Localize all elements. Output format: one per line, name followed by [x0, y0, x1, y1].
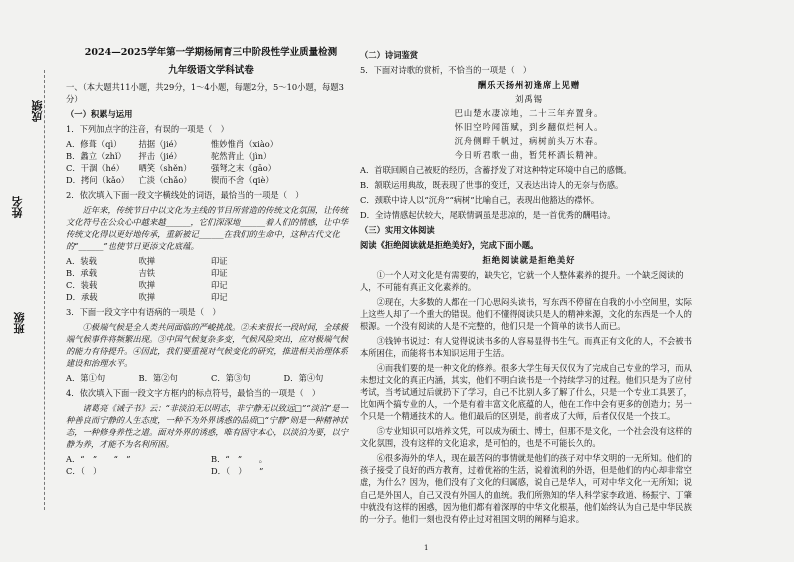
instructions: 一、（本大题共11小题，共29分，1～4小题，每题2分，5～10小题，每题3分）	[66, 81, 344, 104]
class-label: 班级	[13, 312, 26, 334]
exam-subtitle: 九年级语文学科试卷	[168, 64, 254, 76]
q1-option	[284, 150, 357, 162]
q1-option: A．修葺（qì）	[66, 138, 122, 149]
q4-option: A．“ ” “ ”	[66, 453, 131, 464]
section-3-heading: （三）实用文体阅读	[360, 225, 435, 236]
q4-option: D．（ ） ”	[211, 465, 264, 476]
question-1-options	[66, 138, 356, 186]
poem-title: 酬乐天扬州初逢席上见赠	[477, 80, 581, 91]
question-5: 5．下面对诗歌的赏析，不恰当的一项是（ ）	[360, 65, 532, 76]
poem-line: 沉舟侧畔千帆过，病树前头万木春。	[454, 136, 604, 147]
article-title: 拒绝阅读就是拒绝美好	[482, 255, 576, 266]
q4-option: B．“ ” 。	[211, 453, 268, 464]
q3-option: C．第③句	[211, 372, 251, 383]
score-label: 成绩	[31, 100, 44, 122]
seal-line	[44, 70, 45, 510]
q1-option	[284, 162, 357, 174]
article-paragraph: ④而我们要的是一种文化的修养。很多大学生每天仅仅为了完成自己专业的学习，而从未想过文化的真正内涵，其实，他们不明白读书是一个持续学习的过程。他们只是为了应付考试，当考试通过后就扔下了学习，自己不比别人多了解了什么，只是一个专业工具罢了，比如两个搞专业的人，一个是有着丰富文化底蕴的人，他在工作中会有更多的创造力；另一个只是一个精通技术的人。他们最后的区别是，前者成了大师，后者仅仅是一个技工。	[360, 363, 692, 422]
q2-option: A．装载	[66, 255, 97, 266]
q1-option: 惟妙惟肖（xiào）	[211, 138, 279, 149]
article-paragraph: ②现在，大多数的人都在一门心思闷头读书，写东西不停留在自我的小小空间里，实际上这些人却了一个重大的错误。他们不懂得阅读只是人的精神来源，文化的东西是一个人的根源。一个没有阅读的人是不完整的，他们只是一个简单的读书人而已。	[360, 297, 692, 332]
q2-option: 吹掸	[138, 291, 156, 302]
q2-option	[284, 255, 357, 267]
q1-option: 拮据（jié）	[138, 138, 182, 149]
q1-option: B．蠡立（zhǐ）	[66, 150, 126, 161]
question-2-options	[66, 255, 356, 303]
article-paragraph: ⑥很多海外的华人，现在最苦闷的事情就是他们的孩子对中华文明的一无所知。他们的孩子接受了良好的西方教育，过着优裕的生活，说着流利的外语，但是他们的内心却非常空虚，为什么？因为，他们没有了文化的归属感，说自己是华人，可对中华文化一无所知；说自己是外国人，自己又没有外国人的血统。我们所熟知的华人科学家李政道、杨振宁、丁肇中就没有这样的困惑，因为他们都有着深厚的中华文化根基，他们始终认为自己是中华民族的一分子。他们一刻也没有停止过对祖国文明的阐释与追求。	[360, 453, 692, 524]
q2-option: 印记	[211, 291, 228, 302]
q1-option	[284, 138, 357, 150]
question-3-passage: ①极端气候是全人类共同面临的严峻挑战。②未来很长一段时间，全球极端气候事件将频繁出现。③中国气候复杂多变，气候风险突出，应对极端气候的能力有待提升。④因此，我们要重视对气候变化的研究，推进相关治理体系建设和治理水平。	[66, 321, 349, 368]
q2-option: 印证	[211, 267, 228, 278]
q2-option: 吹掸	[138, 255, 156, 266]
q5-option: A．首联回顾自己被贬的经历，含蓄抒发了对这种特定环境中自己的感慨。	[360, 165, 632, 176]
section-2-heading: （二）诗词鉴赏	[360, 50, 419, 60]
q2-option	[284, 279, 357, 291]
name-label: 姓名	[11, 196, 24, 218]
q2-option: 吹掸	[138, 279, 156, 290]
poem-line: 今日听君歌一曲，暂凭杯酒长精神。	[454, 150, 604, 161]
q1-option: 哂笑（shěn）	[138, 162, 192, 173]
article-paragraph: ①一个人对文化是有需要的，缺失它，它就一个人整体素养的提升。一个缺乏阅读的人，不可能有真正文化素养的。	[360, 270, 684, 293]
q1-option: 驼然背止（jìn）	[211, 150, 272, 161]
question-4-passage: 诸葛亮《诫子书》云：“非淡泊无以明志，非宁静无以致远□”“淡泊”是一种善良而宁静的人生态度，一种不为外界诱惑的品质□“宁静”则是一种精神状态，一种修身养性之道。面对外界的诱惑，唯有固守本心，以淡泊为要，以宁静为养，才能不为名利所困。	[66, 402, 349, 449]
left-column	[66, 0, 356, 477]
q1-option: D．拷问（kǎo）	[66, 174, 130, 185]
q2-option: 吉铁	[138, 267, 156, 278]
article-paragraph: ③钱钟书说过：有人觉得说读书多的人容易显得书生气。而真正有文化的人，不会被书本所困住，而能将书本知识运用于生活。	[360, 336, 692, 359]
q4-option: C．（ ）	[66, 465, 102, 476]
q1-option: 亡淡（chǎo）	[138, 174, 192, 185]
q1-option: 锲而不舍（qiè）	[211, 174, 274, 185]
reading-intro: 阅读《拒绝阅读就是拒绝美好》，完成下面小题。	[360, 240, 539, 251]
poem-author: 刘禹锡	[515, 94, 543, 105]
question-3: 3．下面一段文字中有语病的一项是（ ）	[66, 306, 221, 317]
q1-option	[284, 174, 357, 186]
question-4: 4．依次填入下面一段文字方框内的标点符号，最恰当的一项是（ ）	[66, 387, 321, 398]
q2-option: D．承载	[66, 291, 98, 302]
q5-option: C．颈联中诗人以“沉舟”“病树”比喻自己，表现出他豁达的襟怀。	[360, 195, 600, 206]
q1-option: 强弩之末（gāo）	[211, 162, 277, 173]
q2-option: 印证	[211, 255, 228, 266]
question-2: 2．依次填入下面一段文字横线处的词语，最恰当的一项是（ ）	[66, 189, 304, 200]
q2-option: B．承载	[66, 267, 97, 278]
q1-option: C．干涸（hé）	[66, 162, 125, 173]
question-3-options	[66, 372, 356, 384]
binding-margin	[0, 0, 62, 562]
q5-option: D．全诗情感起伏较大，尾联情调虽是悲凉的，是一首优秀的酬唱诗。	[360, 210, 616, 221]
q3-option: B．第②句	[138, 372, 178, 383]
q5-option: B．颔联运用典故，既表现了世事的变迁，又表达出诗人的无奈与伤感。	[360, 180, 624, 191]
q3-option: A．第①句	[66, 372, 106, 383]
q1-option: 抨击（jié）	[138, 150, 182, 161]
q2-option	[284, 267, 357, 279]
question-4-options	[66, 453, 356, 477]
section-1-heading: （一）积累与运用	[66, 108, 133, 119]
q2-option: C．装载	[66, 279, 98, 290]
question-1: 1．下列加点字的注音，有误的一项是（ ）	[66, 123, 229, 134]
q2-option: 印记	[211, 279, 228, 290]
right-column	[360, 46, 698, 528]
page-number: 1	[424, 544, 429, 552]
q2-option	[284, 291, 357, 303]
article-paragraph: ⑤专业知识可以培养文凭，可以成为硕士、博士，但那不是文化，一个社会没有这样的文化氛围，没有这样的文化追求，是可怕的，也是不可能长久的。	[360, 426, 692, 449]
q3-option: D．第④句	[283, 372, 324, 383]
question-2-passage: 近年来，传统节日中以文化为主线的节目所营造的传统文化氛围，让传统文化符号在公众心中越来越______，它们深深地______着人们的情感，让中华传统文化得以更好地传承，重新被记______在我们的生命中，这种古代文化的“______”也使节日更添文化底蕴。	[66, 204, 349, 251]
poem-line: 巴山楚水凄凉地，二十三年弃置身。	[454, 108, 604, 119]
poem-line: 怀旧空吟闻笛赋，到乡翻似烂柯人。	[454, 122, 604, 133]
exam-title: 2024—2025学年第一学期杨闸育三中阶段性学业质量检测	[84, 47, 338, 58]
